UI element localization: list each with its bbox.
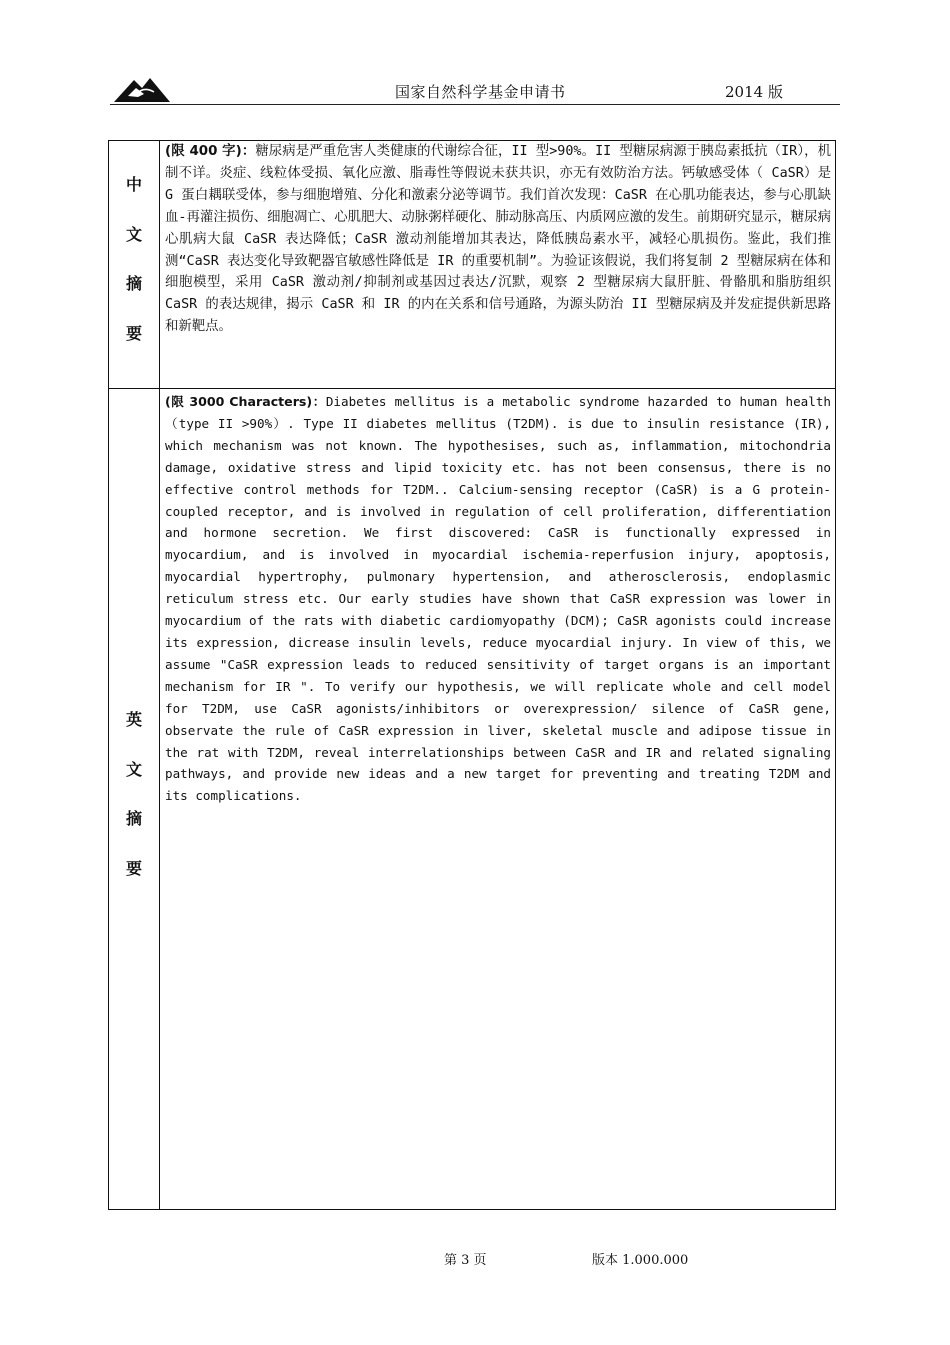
chinese-abstract-label — [109, 160, 159, 358]
row-divider — [109, 388, 835, 389]
side-char: 要 — [125, 858, 142, 878]
side-char: 文 — [125, 224, 142, 244]
chinese-abstract-body — [165, 141, 831, 338]
side-char: 中 — [125, 175, 142, 194]
english-abstract-label — [109, 695, 159, 893]
page-number: 第 3 页 — [444, 1253, 487, 1268]
side-char: 摘 — [125, 274, 142, 294]
side-char: 摘 — [125, 809, 142, 829]
chinese-limit-label: (限 400 字)： — [165, 144, 256, 159]
english-limit-label: (限 3000 Characters)： — [165, 394, 326, 409]
header-title: 国家自然科学基金申请书 — [395, 83, 566, 101]
english-abstract-text: Diabetes mellitus is a metabolic syndrome hazarded to human health（type II >90%）. Type II diabetes mellitus (T2DM). is due to insulin resistance (IR), which mechanism was not known. The hypothesises, such as, inflammation, mitochondria damage, oxidative stress and lipid toxicity etc. has not been consensus, there is no effective control methods for T2DM.. Calcium-sensing receptor (CaSR) is a G protein-coupled receptor, and is involved in regulation of cell proliferation, differentiation and hormone secretion. We first discovered: CaSR is functionally expressed in myocardium, and is involved in myocardial ischemia-reperfusion injury, apoptosis, myocardial hypertrophy, pulmonary hypertension, and atherosclerosis, endoplasmic reticulum stress etc. Our early studies have shown that CaSR expression was lower in myocardium of the rats with diabetic cardiomyopathy (DCM); CaSR agonists could increase its expression, dicrease insulin levels, reduce myocardial injury. In view of this, we assume "CaSR expression leads to reduced sensitivity of target organs is an important mechanism for IR ". To verify our hypothesis, we will replicate whole and cell model for T2DM, use CaSR agonists/inhibitors or overexpression/ silence of CaSR gene, observate the rule of CaSR expression in liver, skeletal muscle and adipose tissue in the rat with T2DM, reveal interrelationships between CaSR and IR and related signaling pathways, and provide new ideas and a new target for preventing and treating T2DM and its complications. — [165, 394, 832, 804]
nsfc-logo — [114, 72, 170, 104]
side-char: 英 — [125, 710, 142, 729]
english-abstract-body — [165, 391, 831, 807]
side-char: 要 — [125, 323, 142, 343]
chinese-abstract-text: 糖尿病是严重危害人类健康的代谢综合征，II 型>90%。II 型糖尿病源于胰岛素抵抗（IR），机制不详。炎症、线粒体受损、氧化应激、脂毒性等假说未获共识，亦无有效防治方法。钙敏感受体（ CaSR）是 G 蛋白耦联受体，参与细胞增殖、分化和激素分泌等调节。我们首次发现：CaSR 在心肌功能表达，参与心肌缺血-再灌注损伤、细胞凋亡、心肌肥大、动脉粥样硬化、肺动脉高压、内质网应激的发生。前期研究显示，糖尿病心肌病大鼠 CaSR 表达降低；CaSR 激动剂能增加其表达，降低胰岛素水平，减轻心肌损伤。鉴此，我们推测“CaSR 表达变化导致靶器官敏感性降低是 IR 的重要机制”。为验证该假说，我们将复制 2 型糖尿病在体和细胞模型，采用 CaSR 激动剂/抑制剂或基因过表达/沉默，观察 2 型糖尿病大鼠肝脏、骨骼肌和脂肪组织 CaSR 的表达规律，揭示 CaSR 和 IR 的内在关系和信号通路，为源头防治 II 型糖尿病及并发症提供新思路和新靶点。 — [165, 144, 831, 335]
column-divider — [159, 141, 160, 1209]
side-char: 文 — [125, 759, 142, 779]
document-version: 版本 1.000.000 — [592, 1253, 689, 1268]
header-version: 2014 版 — [725, 83, 783, 101]
abstract-table — [108, 140, 836, 1210]
page-header — [110, 66, 840, 105]
